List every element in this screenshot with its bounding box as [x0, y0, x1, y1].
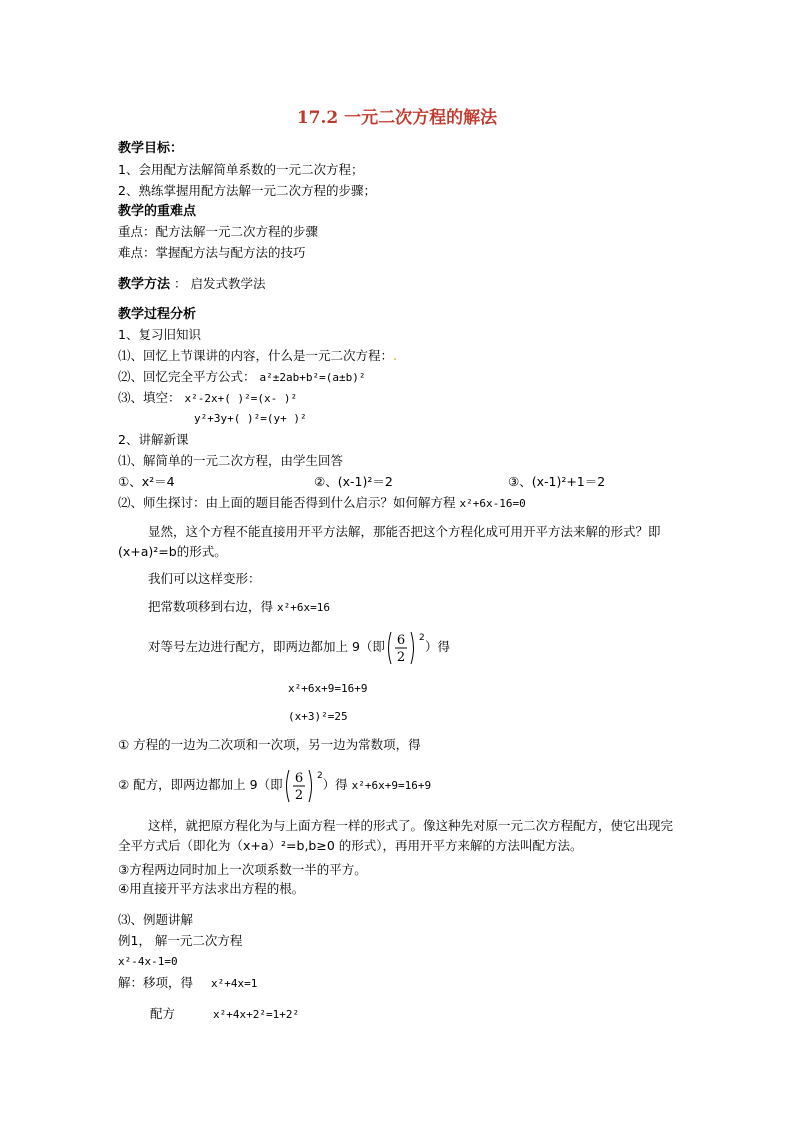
- fill-formula-2: y²+3y+( )²=(y+ )²: [194, 412, 307, 425]
- formula-step-1: x²+6x+9=16+9: [288, 682, 368, 695]
- new-item-2-text: ⑵、师生探讨：由上面的题目能否得到什么启示？如何解方程: [118, 495, 456, 510]
- fraction-denominator: 2: [294, 787, 303, 803]
- complete-square-line: [150, 1006, 299, 1023]
- key-point: 重点：配方法解一元二次方程的步骤: [118, 224, 319, 239]
- review-item-3: [118, 390, 297, 407]
- target-equation: x²+6x-16=0: [459, 497, 526, 510]
- complete-square-label: 配方: [150, 1006, 176, 1021]
- step-1: ① 方程的一边为二次项和一次项，另一边为常数项，得: [118, 737, 421, 752]
- process-heading: 教学过程分析: [118, 307, 197, 322]
- goals-heading: 教学目标：: [118, 141, 184, 156]
- solution-text: 解：移项，得: [118, 975, 194, 990]
- paragraph-1: 显然，这个方程不能直接用开平方法解，那能否把这个方程化成可用开平方法来解的形式？即(x+a)²=b的形式。: [118, 524, 661, 559]
- review-item-1-text: ⑴、回忆上节课讲的内容，什么是一元二次方程：: [118, 348, 394, 363]
- formula-step-2: (x+3)²=25: [288, 710, 348, 723]
- goal-item-2: 2、熟练掌握用配方法解一元二次方程的步骤；: [118, 183, 376, 198]
- example-heading: ⑶、例题讲解: [118, 912, 194, 927]
- fraction-six-halves-2: [283, 767, 323, 805]
- fraction-exponent: 2: [418, 632, 425, 643]
- complete-square-formula: x²+4x+2²=1+2²: [213, 1008, 300, 1021]
- paragraph-4-end: ）得: [424, 639, 450, 654]
- paragraph-4: [148, 628, 450, 667]
- paragraph-5: 这样，就把原方程化为与上面方程一样的形式了。像这种先对原一元二次方程配方，使它出现完全平方式后（即化为（x+a）²=b,b≥0 的形式），再用开平方来解的方法叫配方法。: [118, 818, 674, 853]
- step-3: ③方程两边同时加上一次项系数一半的平方。: [118, 862, 367, 877]
- step-2-formula: x²+6x+9=16+9: [351, 779, 432, 792]
- step-2-text: ② 配方，即两边都加上 9（即: [118, 777, 283, 792]
- step-2: [118, 766, 431, 805]
- paragraph-4-text: 对等号左边进行配方，即两边都加上 9（即: [148, 639, 385, 654]
- method-line: [118, 276, 265, 293]
- page-title: 17.2 一元二次方程的解法: [296, 108, 498, 128]
- review-item-3-text: ⑶、填空：: [118, 390, 181, 405]
- review-item-2-text: ⑵、回忆完全平方公式：: [118, 369, 256, 384]
- example-label: 例1， 解一元二次方程: [118, 933, 243, 948]
- fraction-six-halves: [385, 629, 425, 667]
- solution-formula: x²+4x=1: [211, 977, 258, 990]
- review-heading: 1、复习旧知识: [118, 327, 201, 342]
- fraction-numerator: 6: [396, 632, 406, 648]
- difficult-point: 难点：掌握配方法与配方法的技巧: [118, 245, 306, 260]
- review-item-1: [118, 348, 397, 364]
- square-formula: a²±2ab+b²=(a±b)²: [259, 371, 366, 384]
- equation-3: ③、(x-1)²+1＝2: [508, 474, 606, 489]
- step-4: ④用直接开平方法求出方程的根。: [118, 881, 305, 896]
- paragraph-3-text: 把常数项移到右边，得: [148, 599, 274, 614]
- paragraph-2: 我们可以这样变形：: [148, 571, 261, 586]
- step-2-end: ）得: [322, 777, 348, 792]
- moved-equation: x²+6x=16: [277, 601, 330, 614]
- new-item-2: [118, 495, 526, 512]
- goal-item-1: 1、会用配方法解简单系数的一元二次方程；: [118, 162, 364, 177]
- key-points-heading: 教学的重难点: [118, 204, 197, 219]
- fill-formula-1: x²-2x+( )²=(x- )²: [184, 392, 298, 405]
- paragraph-3: [148, 599, 330, 616]
- marker-dot-icon: .: [393, 348, 397, 363]
- fraction-denominator: 2: [396, 649, 406, 665]
- new-lesson-heading: 2、讲解新课: [118, 432, 189, 447]
- fraction-exponent: 2: [316, 770, 323, 781]
- solution-line: [118, 975, 257, 992]
- equation-1: ①、x²＝4: [118, 474, 175, 489]
- method-heading: 教学方法: [118, 277, 171, 292]
- new-item-1: ⑴、解简单的一元二次方程，由学生回答: [118, 453, 344, 468]
- method-value: ： 启发式教学法: [174, 276, 266, 291]
- equation-2: ②、(x-1)²＝2: [314, 474, 393, 489]
- fraction-numerator: 6: [294, 770, 303, 786]
- example-equation: x²-4x-1=0: [118, 955, 178, 968]
- review-item-2: [118, 369, 365, 386]
